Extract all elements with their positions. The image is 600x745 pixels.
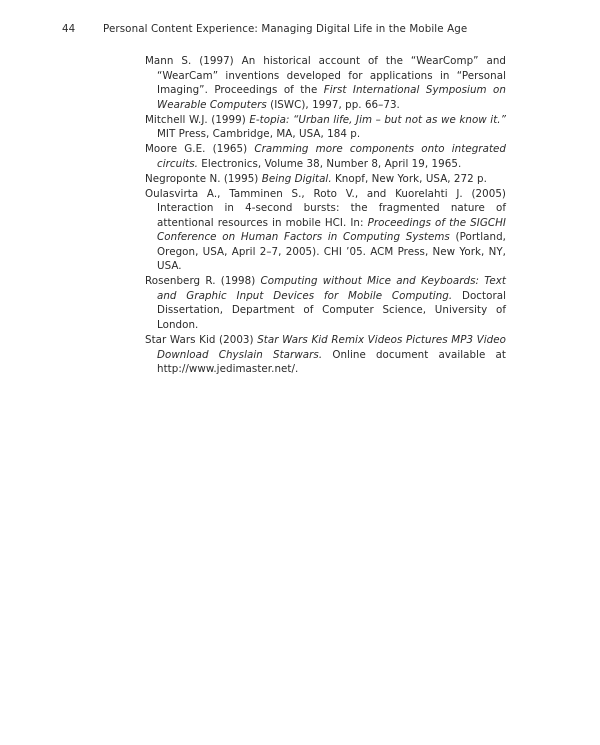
reference-list bbox=[145, 54, 506, 377]
reference-title: Being Digital. bbox=[261, 172, 332, 185]
reference-text: Negroponte N. (1995) bbox=[145, 172, 262, 185]
reference-details: Doctoral Dissertation, Department of Computer Science, University of London. bbox=[157, 289, 506, 331]
reference-text: Mitchell W.J. (1999) bbox=[145, 113, 250, 126]
reference-title: Computing without Mice and Keyboards: Text and Graphic Input Devices for Mobile Computing. bbox=[157, 275, 506, 302]
reference-details: Electronics, Volume 38, Number 8, April 19, 1965. bbox=[197, 157, 462, 170]
reference-text: Moore G.E. (1965) bbox=[145, 143, 255, 156]
running-head bbox=[62, 23, 532, 35]
reference-text: Mann S. (1997) An historical account of the “WearComp” and “WearCam” inventions developed for applications in “Personal Imaging”. Proceedings of the bbox=[145, 55, 506, 96]
reference-details: (ISWC), 1997, pp. 66–73. bbox=[266, 98, 400, 111]
reference-entry bbox=[145, 172, 506, 187]
reference-details: Online document available at http://www.jedimaster.net/. bbox=[157, 348, 506, 376]
reference-entry bbox=[145, 142, 506, 171]
running-title: Personal Content Experience: Managing Digital Life in the Mobile Age bbox=[103, 23, 468, 35]
reference-entry bbox=[145, 54, 506, 112]
reference-title: E-topia: “Urban life, Jim – but not as we know it.” bbox=[249, 113, 506, 126]
reference-entry bbox=[145, 187, 506, 274]
reference-entry bbox=[145, 333, 506, 377]
reference-title: Star Wars Kid Remix Videos Pictures MP3 Video Download Chyslain Starwars. bbox=[157, 334, 506, 361]
reference-title: First International Symposium on Wearable Computers bbox=[157, 84, 506, 111]
reference-title: Cramming more components onto integrated circuits. bbox=[157, 143, 507, 170]
reference-entry bbox=[145, 113, 506, 142]
reference-text: Oulasvirta A., Tamminen S., Roto V., and Kuorelahti J. (2005) Interaction in 4-second bursts: the fragmented nature of attentional resources in mobile HCI. In: bbox=[145, 187, 506, 229]
reference-text: Star Wars Kid (2003) bbox=[145, 334, 258, 347]
reference-title: Proceedings of the SIGCHI Conference on Human Factors in Computing Systems bbox=[157, 216, 506, 244]
reference-details: MIT Press, Cambridge, MA, USA, 184 p. bbox=[157, 128, 361, 141]
reference-details: (Portland, Oregon, USA, April 2–7, 2005). CHI ’05. ACM Press, New York, NY, USA. bbox=[157, 231, 506, 273]
reference-text: Rosenberg R. (1998) bbox=[145, 275, 261, 288]
page-number: 44 bbox=[62, 23, 76, 35]
reference-entry bbox=[145, 274, 506, 332]
reference-details: Knopf, New York, USA, 272 p. bbox=[331, 172, 487, 185]
